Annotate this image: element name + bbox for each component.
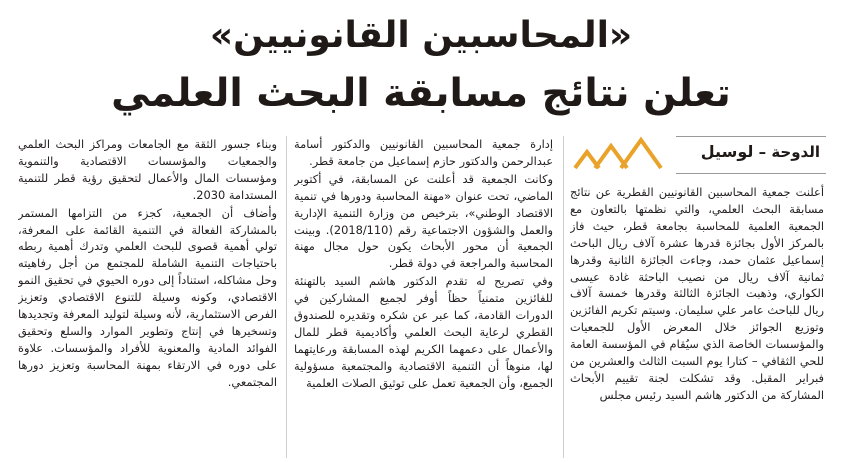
paragraph: وكانت الجمعية قد أعلنت عن المسابقة، في أكتوبر الماضي، تحت عنوان «مهنة المحاسبة ودورها في تنمية الاقتصاد الوطني»، بترخيص من وزارة التنمية الإدارية والعمل والشؤون الاجتماعية رقم (2018/110). وبينت الجمعية أن محور الأبحاث يكون حول مجال مهنة المحاسبة والمراجعة في دولة قطر. [294,171,553,271]
dateline-place: الدوحة – [758,143,820,161]
dateline-top-rule [676,136,826,137]
column-divider [286,136,287,458]
column-divider [563,136,564,458]
paragraph: وأضاف أن الجمعية، كجزء من التزامها المستمر بالمشاركة الفعالة في التنمية القائمة على المعرفة، تولي أهمية قصوى للبحث العلمي وتدرك أهمية ربطه باحتياجات التنمية الشاملة للمجتمع من أجل رفاهيته وحل مشاكله، استناداً إلى دوره الحيوي في تحقيق النمو الاقتصادي، وكونه وسيلة للتنوع الاقتصادي وتعزيز الفرص الاستثمارية، لأنه وسيلة لتوليد المعرفة وتجديدها وتسخيرها في إنتاج وتطوير الموارد والسلع وتحقيق الفوائد المادية والمعنوية للأفراد والمؤسسات. علاوة على دوره في الارتقاء بمهنة المحاسبة وتعزيز دورها المجتمعي. [18,205,277,389]
paragraph: وفي تصريح له تقدم الدكتور هاشم السيد بالتهنئة للفائزين متمنياً حظاً أوفر لجميع المشاركين في الدورات القادمة، كما عبر عن شكره وتقديره للصندوق القطري لرعاية البحث العلمي وأكاديمية قطر للمال والأعمال على دعمهما الكريم لهذه المسابقة ورعايتهما لها، منوهاً أن التنمية الاقتصادية والمجتمعية مسؤولية الجميع، وأن الجمعية تعمل على توثيق الصلات العلمية [294,274,553,390]
dateline [573,136,826,174]
dateline-source: لوسيل [700,142,754,161]
chevron-ornament-icon [573,136,673,174]
dateline-bottom-rule [676,173,826,174]
dateline-text [701,142,820,161]
article-column-right [570,184,824,460]
headline-line-1: «المحاسبين القانونيين» [209,15,633,56]
paragraph: وبناء جسور الثقة مع الجامعات ومراكز البحث العلمي والجمعيات والمؤسسات الاقتصادية والتنموية ومؤسسات المال والأعمال لتحقيق رؤية قطر للتنمية المستدامة 2030. [18,137,277,202]
paragraph: إدارة جمعية المحاسبين القانونيين والدكتور أسامة عبدالرحمن والدكتور حازم إسماعيل من جامعة قطر. [294,137,553,168]
article-column-middle [294,136,553,458]
article-column-left [18,136,277,458]
paragraph: أعلنت جمعية المحاسبين القانونيين القطرية عن نتائج مسابقة البحث العلمي، والتي نظمتها بالتعاون مع الجمعية العلمية للمحاسبة بجامعة قطر، حيث فاز بالمركز الأول بجائزة قدرها عشرة آلاف ريال الباحث إسماعيل عثمان حمد، وجاءت الجائزة الثانية وقدرها ثمانية آلاف ريال من نصيب الباحثة غادة عيسى الكواري، وذهبت الجائزة الثالثة وقدرها خمسة آلاف ريال للباحث عامر علي سليمان. وسيتم تكريم الفائزين وتوزيع الجوائز خلال المعرض الأول للجمعيات والمؤسسات الخاصة الذي سيُقام في المؤسسة العامة للحي الثقافي – كتارا يوم السبت الثالث والعشرين من فبراير المقبل. وقد تشكلت لجنة تقييم الأبحاث المشاركة من الدكتور هاشم السيد رئيس مجلس [570,185,824,402]
headline-line-2: تعلن نتائج مسابقة البحث العلمي [111,71,731,116]
